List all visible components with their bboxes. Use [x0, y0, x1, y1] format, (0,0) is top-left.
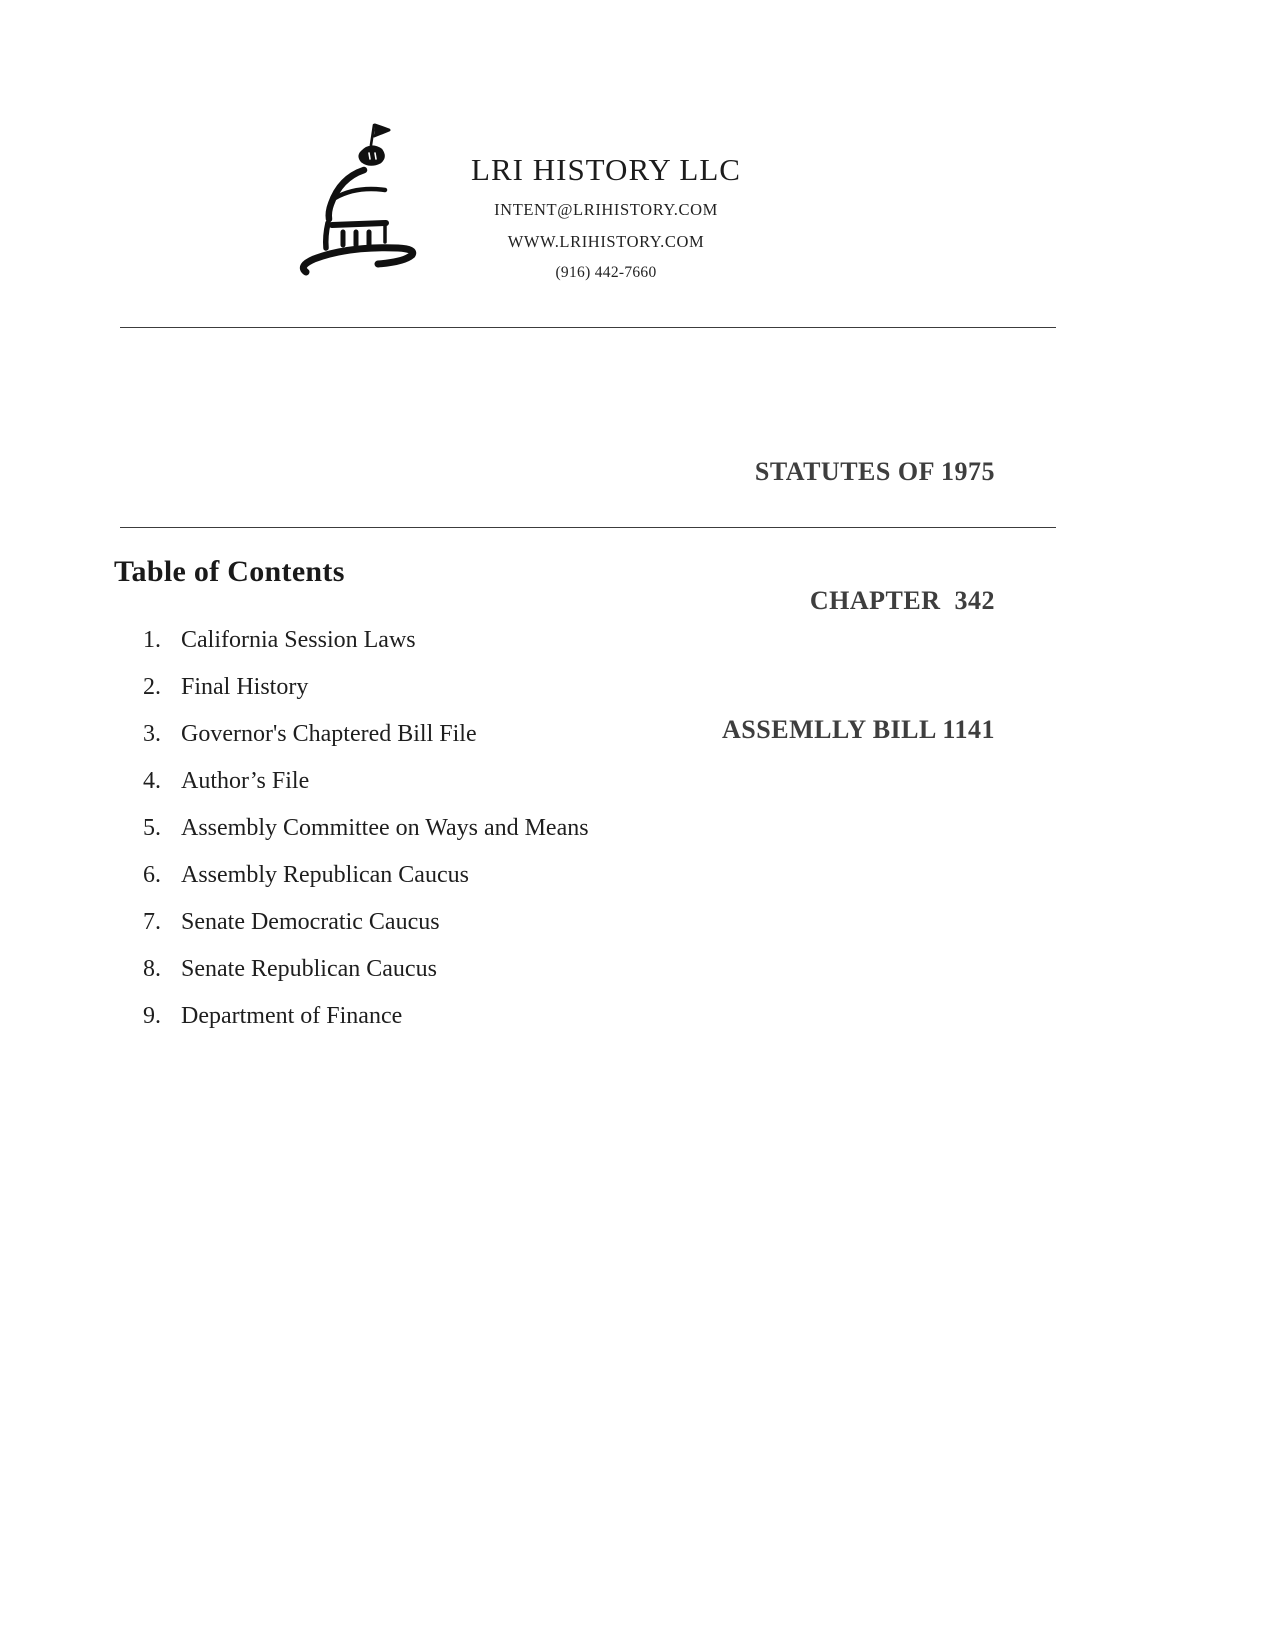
toc-item-number: 9. — [143, 1003, 161, 1029]
toc-item — [143, 664, 943, 711]
toc-item-label: Senate Democratic Caucus — [181, 909, 440, 935]
toc-item-number: 6. — [143, 862, 161, 888]
toc-item-label: Department of Finance — [181, 1003, 403, 1029]
company-email: INTENT@LRIHISTORY.COM — [494, 200, 718, 219]
statute-line-bill: ASSEMLLY BILL 1141 — [722, 715, 995, 744]
letterhead — [438, 152, 774, 282]
toc-item-number: 4. — [143, 768, 161, 794]
horizontal-rule-top — [120, 327, 1056, 328]
toc-item-label: Final History — [181, 674, 309, 700]
toc-item — [143, 993, 943, 1040]
toc-item — [143, 758, 943, 805]
toc-item — [143, 946, 943, 993]
toc-item-number: 8. — [143, 956, 161, 982]
toc-item-number: 2. — [143, 674, 161, 700]
capitol-logo-icon — [290, 122, 450, 287]
toc-item-number: 3. — [143, 721, 161, 747]
toc-item-number: 7. — [143, 909, 161, 935]
toc-item — [143, 617, 943, 664]
toc-item-label: California Session Laws — [181, 627, 416, 653]
toc-item — [143, 805, 943, 852]
toc-item-label: Assembly Committee on Ways and Means — [181, 815, 589, 841]
statute-line-statutes: STATUTES OF 1975 — [754, 457, 995, 486]
toc-item-number: 5. — [143, 815, 161, 841]
toc-item-number: 1. — [143, 627, 161, 653]
company-website: WWW.LRIHISTORY.COM — [507, 232, 705, 251]
company-name: LRI HISTORY LLC — [471, 152, 741, 187]
toc-list — [143, 617, 943, 1040]
toc-item-label: Governor's Chaptered Bill File — [181, 721, 477, 747]
toc-item — [143, 899, 943, 946]
toc-item-label: Senate Republican Caucus — [181, 956, 437, 982]
company-phone: (916) 442-7660 — [555, 264, 657, 281]
statute-line-chapter: CHAPTER 342 — [809, 586, 995, 615]
toc-item — [143, 852, 943, 899]
toc-item — [143, 711, 943, 758]
toc-heading: Table of Contents — [114, 555, 345, 588]
toc-item-label: Author’s File — [181, 768, 310, 794]
toc-item-label: Assembly Republican Caucus — [181, 862, 469, 888]
